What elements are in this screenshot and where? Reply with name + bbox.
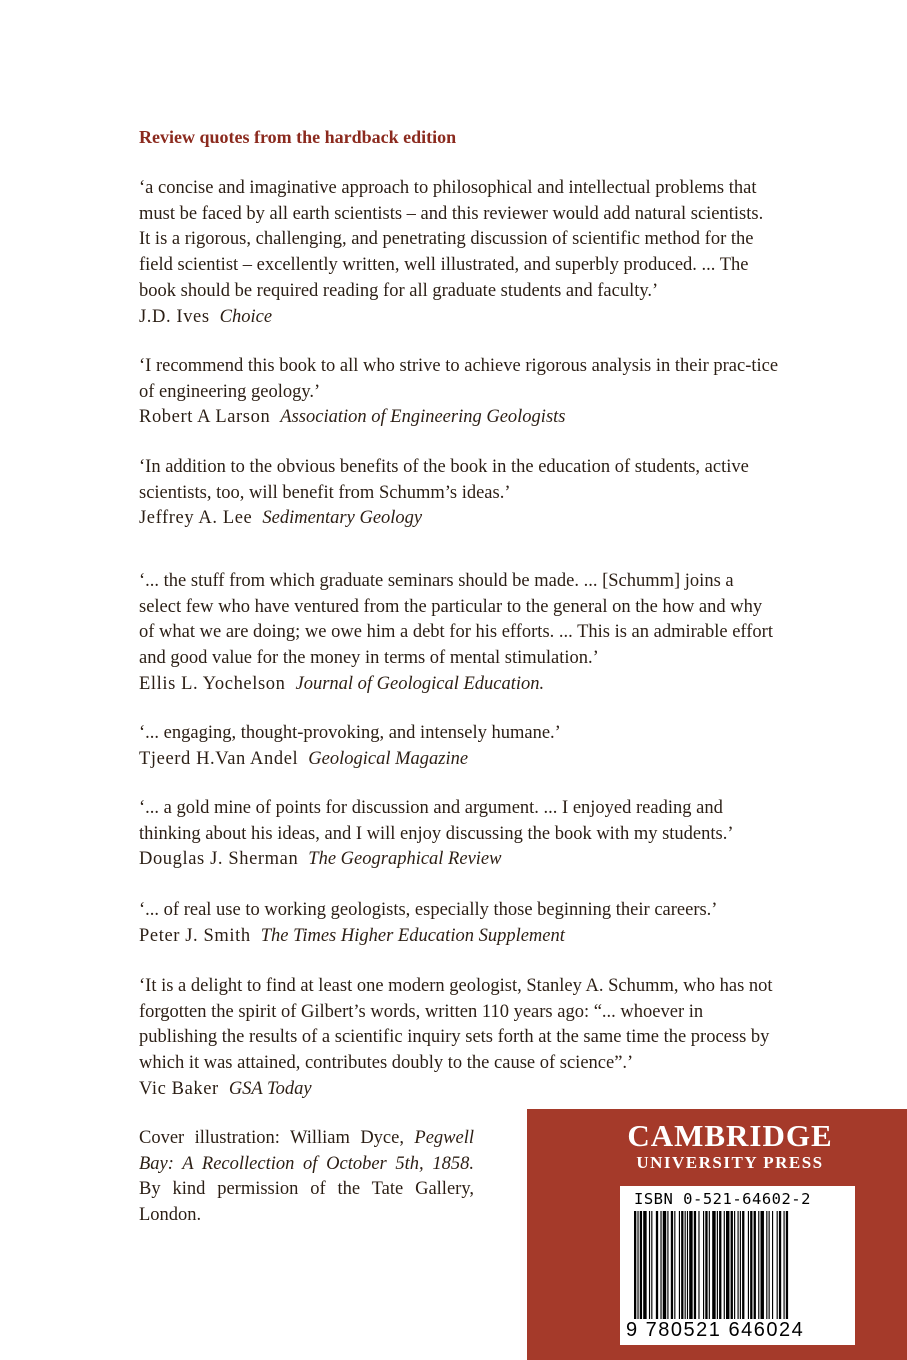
review-attribution [139,506,779,532]
review-author: J.D. Ives [139,306,210,327]
review-5 [139,721,779,772]
cover-credit-prefix: Cover illustration: William Dyce, [139,1128,404,1148]
review-source: Journal of Geological Education. [295,673,545,694]
review-source: GSA Today [228,1078,312,1099]
cover-illustration-credit [139,1126,474,1229]
review-quote: ‘It is a delight to find at least one modern geologist, Stanley A. Schumm, who has not forgotten the spirit of Gilbert’s words, written 110 years ago: “... whoever in publishing the results of a scientific inquiry sets forth at the same time the process by which it was attained, contributes doubly to the cause of science”.’ [139,976,773,1074]
review-quote: ‘... the stuff from which graduate seminars should be made. ... [Schumm] joins a select few who have ventured from the particular to the general on the how and why of what we are doing; we owe him a debt for his efforts. ... This is an admirable effort and good value for the money in terms of mental stimulation.’ [139,571,773,669]
review-quote: ‘... a gold mine of points for discussion and argument. ... I enjoyed reading and thinking about his ideas, and I will enjoy discussing the book with my students.’ [139,798,734,844]
review-2 [139,354,779,431]
cover-credit-title: Pegwell Bay: A Recollection of October 5th, 1858. [139,1128,474,1174]
review-6 [139,796,779,873]
review-attribution [139,847,779,873]
review-author: Vic Baker [139,1078,219,1099]
section-heading: Review quotes from the hardback edition [139,127,457,147]
review-quote: ‘a concise and imaginative approach to philosophical and intellectual problems that must be faced by all earth scientists – and this reviewer would add natural scientists. It is a rigorous, challenging, and penetrating discussion of scientific method for the field scientist – excellently written, well illustrated, and superbly produced. ... The book should be required reading for all graduate students and faculty.’ [139,178,764,301]
barcode-icon [634,1211,842,1323]
isbn-text: ISBN 0-521-64602-2 [634,1190,811,1208]
review-source: Geological Magazine [308,748,469,769]
review-author: Robert A Larson [139,407,271,428]
review-source: The Times Higher Education Supplement [260,925,565,946]
review-author: Ellis L. Yochelson [139,673,286,694]
ean-text: 9 780521 646024 [626,1319,805,1341]
review-quote: ‘... of real use to working geologists, especially those beginning their careers.’ [139,900,718,920]
review-attribution [139,672,779,698]
review-3 [139,455,779,532]
review-attribution [139,1077,779,1103]
review-source: Sedimentary Geology [262,508,423,529]
cover-credit-suffix: By kind permission of the Tate Gallery, London. [139,1179,474,1226]
review-1 [139,176,779,330]
review-attribution [139,924,779,950]
review-quote: ‘... engaging, thought-provoking, and intensely humane.’ [139,723,561,743]
review-source: The Geographical Review [308,849,502,870]
review-attribution [139,747,779,773]
review-source: Association of Engineering Geologists [280,407,566,428]
review-author: Peter J. Smith [139,925,251,946]
review-4 [139,569,779,698]
publisher-panel [527,1109,907,1360]
publisher-subname: UNIVERSITY PRESS [636,1153,824,1172]
review-7 [139,898,779,949]
review-author: Douglas J. Sherman [139,849,299,870]
review-8 [139,974,779,1103]
review-quote: ‘In addition to the obvious benefits of the book in the education of students, active scientists, too, will benefit from Schumm’s ideas.’ [139,457,749,503]
review-attribution [139,305,779,331]
review-quote: ‘I recommend this book to all who strive to achieve rigorous analysis in their prac-tice of engineering geology.’ [139,356,779,402]
review-attribution [139,405,779,431]
review-author: Tjeerd H.Van Andel [139,748,299,769]
review-author: Jeffrey A. Lee [139,508,253,529]
barcode-box [620,1186,855,1345]
publisher-name: CAMBRIDGE [627,1118,833,1153]
review-source: Choice [219,306,273,327]
